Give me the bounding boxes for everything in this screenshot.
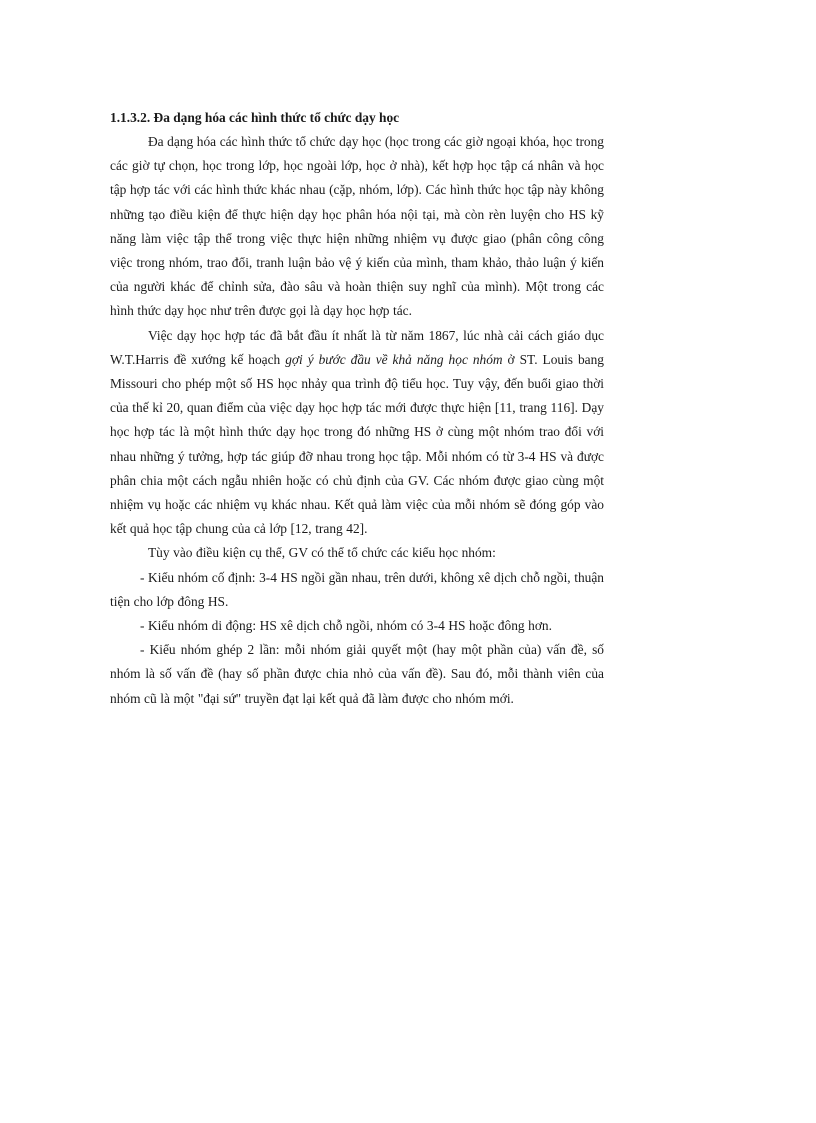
- paragraph-history-text-before: Việc dạy học hợp tác đã bắt đầu ít nhất là từ năm 1867, lúc nhà cải cách giáo dục W.T.Harris đề xướng kế hoạch: [110, 327, 604, 367]
- paragraph-history-text-after: ở ST. Louis bang Missouri cho phép một số HS học nhảy qua trình độ tiểu học. Tuy vậy, đến buổi giao thời của thế kỉ 20, quan điểm của việc dạy học hợp tác mới được thực hiện [11, trang 116]. Dạy học hợp tác là một hình thức dạy học trong đó những HS ở cùng một nhóm trao đổi với nhau những ý tưởng, hợp tác giúp đỡ nhau trong học tập. Mỗi nhóm có từ 3-4 HS và được phân chia một cách ngẫu nhiên hoặc có chủ định của GV. Các nhóm được giao cùng một nhiệm vụ hoặc các nhiệm vụ khác nhau. Kết quả làm việc của mỗi nhóm sẽ đóng góp vào kết quả học tập chung của cả lớp [12, trang 42].: [110, 351, 604, 537]
- paragraph-group-types-intro: Tùy vào điều kiện cụ thể, GV có thể tổ chức các kiểu học nhóm:: [148, 545, 496, 561]
- document-page: [110, 106, 604, 711]
- paragraph-history-italic-phrase: gợi ý bước đầu về khả năng học nhóm: [285, 351, 503, 367]
- paragraph-diversify-forms: Đa dạng hóa các hình thức tổ chức dạy học (học trong các giờ ngoại khóa, học trong các giờ tự chọn, học trong lớp, học ngoài lớp, học ở nhà), kết hợp học tập cá nhân và học tập hợp tác với các hình thức khác nhau (cặp, nhóm, lớp). Các hình thức học tập này không những tạo điều kiện để thực hiện dạy học phân hóa nội tại, mà còn rèn luyện cho HS kỹ năng làm việc tập thể trong việc thực hiện những nhiệm vụ được giao (phân công công việc trong nhóm, trao đổi, tranh luận bảo vệ ý kiến của mình, tham khảo, thảo luận ý kiến của người khác để chỉnh sửa, đào sâu và hoàn thiện suy nghĩ của mình). Một trong các hình thức dạy học như trên được gọi là dạy học hợp tác.: [110, 134, 604, 319]
- list-item-fixed-group: - Kiểu nhóm cố định: 3-4 HS ngồi gần nhau, trên dưới, không xê dịch chỗ ngồi, thuận tiện cho lớp đông HS.: [110, 569, 604, 609]
- list-item-mobile-group: - Kiểu nhóm di động: HS xê dịch chỗ ngồi, nhóm có 3-4 HS hoặc đông hơn.: [140, 618, 552, 634]
- section-heading: 1.1.3.2. Đa dạng hóa các hình thức tổ chức dạy học: [110, 110, 400, 125]
- paragraph-history-cooperative-learning: [110, 324, 604, 542]
- list-item-double-group: - Kiểu nhóm ghép 2 lần: mỗi nhóm giải quyết một (hay một phần của) vấn đề, số nhóm là số vấn đề (hay số phần được chia nhỏ của vấn đề). Sau đó, mỗi thành viên của nhóm cũ là một "đại sứ" truyền đạt lại kết quả đã làm được cho nhóm mới.: [110, 642, 604, 706]
